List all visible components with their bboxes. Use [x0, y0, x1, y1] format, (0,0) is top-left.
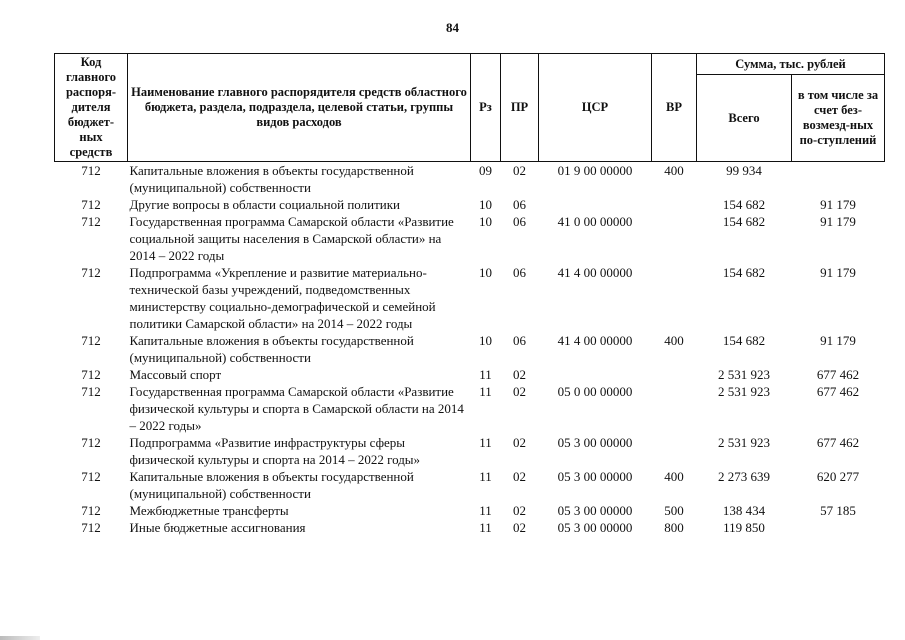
table-row	[55, 213, 885, 264]
cell-pr: 02	[513, 367, 526, 382]
cell-vr	[652, 383, 697, 434]
header-sum: Сумма, тыс. рублей	[697, 54, 885, 75]
cell-free: 677 462	[816, 367, 860, 382]
table-body	[55, 162, 885, 537]
table-row	[55, 264, 885, 332]
cell-free: 91 179	[820, 333, 856, 348]
cell-total: 99 934	[726, 163, 762, 178]
cell-total: 154 682	[722, 197, 766, 212]
cell-code: 712	[81, 333, 101, 348]
cell-total: 154 682	[722, 214, 766, 229]
cell-csr: 41 0 00 00000	[557, 214, 633, 229]
table-row	[55, 196, 885, 213]
table-row	[55, 162, 885, 197]
cell-free: 91 179	[820, 265, 856, 280]
header-rz: Рз	[471, 54, 501, 162]
cell-name: Подпрограмма «Укрепление и развитие материально-технической базы учреждений, подведомственных министерству социально-демографической и семейной политики Самарской области» на 2014 – 2022 годы	[129, 265, 436, 331]
cell-total: 2 273 639	[718, 469, 770, 484]
budget-table	[54, 53, 885, 536]
scan-edge-mark	[0, 636, 40, 640]
header-csr: ЦСР	[539, 54, 652, 162]
cell-code: 712	[81, 163, 101, 178]
table-row	[55, 332, 885, 366]
cell-pr: 06	[513, 197, 526, 212]
cell-vr: 500	[664, 503, 684, 518]
page-number: 84	[446, 20, 459, 35]
cell-vr: 400	[664, 469, 684, 484]
cell-rz: 10	[479, 333, 492, 348]
cell-total: 2 531 923	[718, 367, 770, 382]
cell-total: 2 531 923	[718, 435, 770, 450]
cell-csr: 05 3 00 00000	[557, 469, 633, 484]
cell-name: Другие вопросы в области социальной политики	[129, 197, 400, 212]
cell-pr: 06	[513, 214, 526, 229]
cell-pr: 06	[513, 265, 526, 280]
table-row	[55, 519, 885, 536]
cell-rz: 11	[479, 469, 492, 484]
cell-name: Капитальные вложения в объекты государственной (муниципальной) собственности	[129, 469, 414, 501]
cell-total: 119 850	[723, 520, 765, 535]
cell-rz: 11	[479, 367, 492, 382]
header-pr: ПР	[501, 54, 539, 162]
cell-pr: 02	[513, 469, 526, 484]
cell-name: Капитальные вложения в объекты государственной (муниципальной) собственности	[129, 163, 414, 195]
cell-vr	[652, 264, 697, 332]
table-row	[55, 502, 885, 519]
table-row	[55, 366, 885, 383]
table-row	[55, 383, 885, 434]
header-vr: ВР	[652, 54, 697, 162]
cell-free	[792, 519, 885, 536]
cell-vr	[652, 366, 697, 383]
cell-vr: 400	[664, 163, 684, 178]
cell-total: 154 682	[722, 265, 766, 280]
cell-csr: 05 3 00 00000	[557, 435, 633, 450]
cell-free: 91 179	[820, 197, 856, 212]
cell-total: 138 434	[722, 503, 766, 518]
cell-code: 712	[81, 384, 101, 399]
cell-vr: 800	[664, 520, 684, 535]
cell-vr: 400	[664, 333, 684, 348]
cell-pr: 02	[513, 520, 526, 535]
cell-vr	[652, 434, 697, 468]
cell-free: 677 462	[816, 384, 860, 399]
cell-rz: 09	[479, 163, 492, 178]
cell-code: 712	[81, 265, 101, 280]
cell-pr: 06	[513, 333, 526, 348]
cell-code: 712	[81, 520, 101, 535]
cell-csr	[539, 196, 652, 213]
cell-free: 677 462	[816, 435, 860, 450]
cell-name: Массовый спорт	[129, 367, 222, 382]
cell-code: 712	[81, 435, 101, 450]
cell-code: 712	[81, 469, 101, 484]
cell-name: Государственная программа Самарской области «Развитие физической культуры и спорта в Самарской области на 2014 – 2022 годы»	[129, 384, 464, 433]
cell-total: 2 531 923	[718, 384, 770, 399]
cell-rz: 11	[479, 503, 492, 518]
cell-code: 712	[81, 197, 101, 212]
cell-rz: 10	[479, 214, 492, 229]
cell-csr: 05 3 00 00000	[557, 503, 633, 518]
cell-csr	[539, 366, 652, 383]
cell-csr: 01 9 00 00000	[557, 163, 633, 178]
header-name: Наименование главного распорядителя средств областного бюджета, раздела, подраздела, целевой статьи, группы видов расходов	[128, 54, 471, 162]
cell-code: 712	[81, 367, 101, 382]
header-code: Код главного распоря-дителя бюджет-ных средств	[55, 54, 128, 162]
cell-pr: 02	[513, 435, 526, 450]
cell-csr: 05 0 00 00000	[557, 384, 633, 399]
table-row	[55, 468, 885, 502]
cell-csr: 41 4 00 00000	[557, 333, 633, 348]
cell-rz: 11	[479, 384, 492, 399]
cell-vr	[652, 213, 697, 264]
cell-rz: 11	[479, 435, 492, 450]
cell-csr: 41 4 00 00000	[557, 265, 633, 280]
cell-pr: 02	[513, 384, 526, 399]
cell-name: Иные бюджетные ассигнования	[129, 520, 306, 535]
cell-rz: 11	[479, 520, 492, 535]
cell-name: Подпрограмма «Развитие инфраструктуры сферы физической культуры и спорта на 2014 – 2022 годы»	[129, 435, 421, 467]
cell-name: Государственная программа Самарской области «Развитие социальной защиты населения в Самарской области» на 2014 – 2022 годы	[129, 214, 454, 263]
header-total: Всего	[697, 75, 792, 162]
cell-total: 154 682	[722, 333, 766, 348]
cell-rz: 10	[479, 265, 492, 280]
cell-free	[792, 162, 885, 197]
cell-free: 91 179	[820, 214, 856, 229]
table-row	[55, 434, 885, 468]
cell-rz: 10	[479, 197, 492, 212]
cell-pr: 02	[513, 163, 526, 178]
cell-pr: 02	[513, 503, 526, 518]
cell-code: 712	[81, 503, 101, 518]
header-free: в том числе за счет без-возмезд-ных по-ступлений	[792, 75, 885, 162]
cell-name: Капитальные вложения в объекты государственной (муниципальной) собственности	[129, 333, 414, 365]
cell-free: 620 277	[816, 469, 860, 484]
cell-free: 57 185	[820, 503, 856, 518]
cell-csr: 05 3 00 00000	[557, 520, 633, 535]
cell-vr	[652, 196, 697, 213]
cell-code: 712	[81, 214, 101, 229]
cell-name: Межбюджетные трансферты	[129, 503, 289, 518]
